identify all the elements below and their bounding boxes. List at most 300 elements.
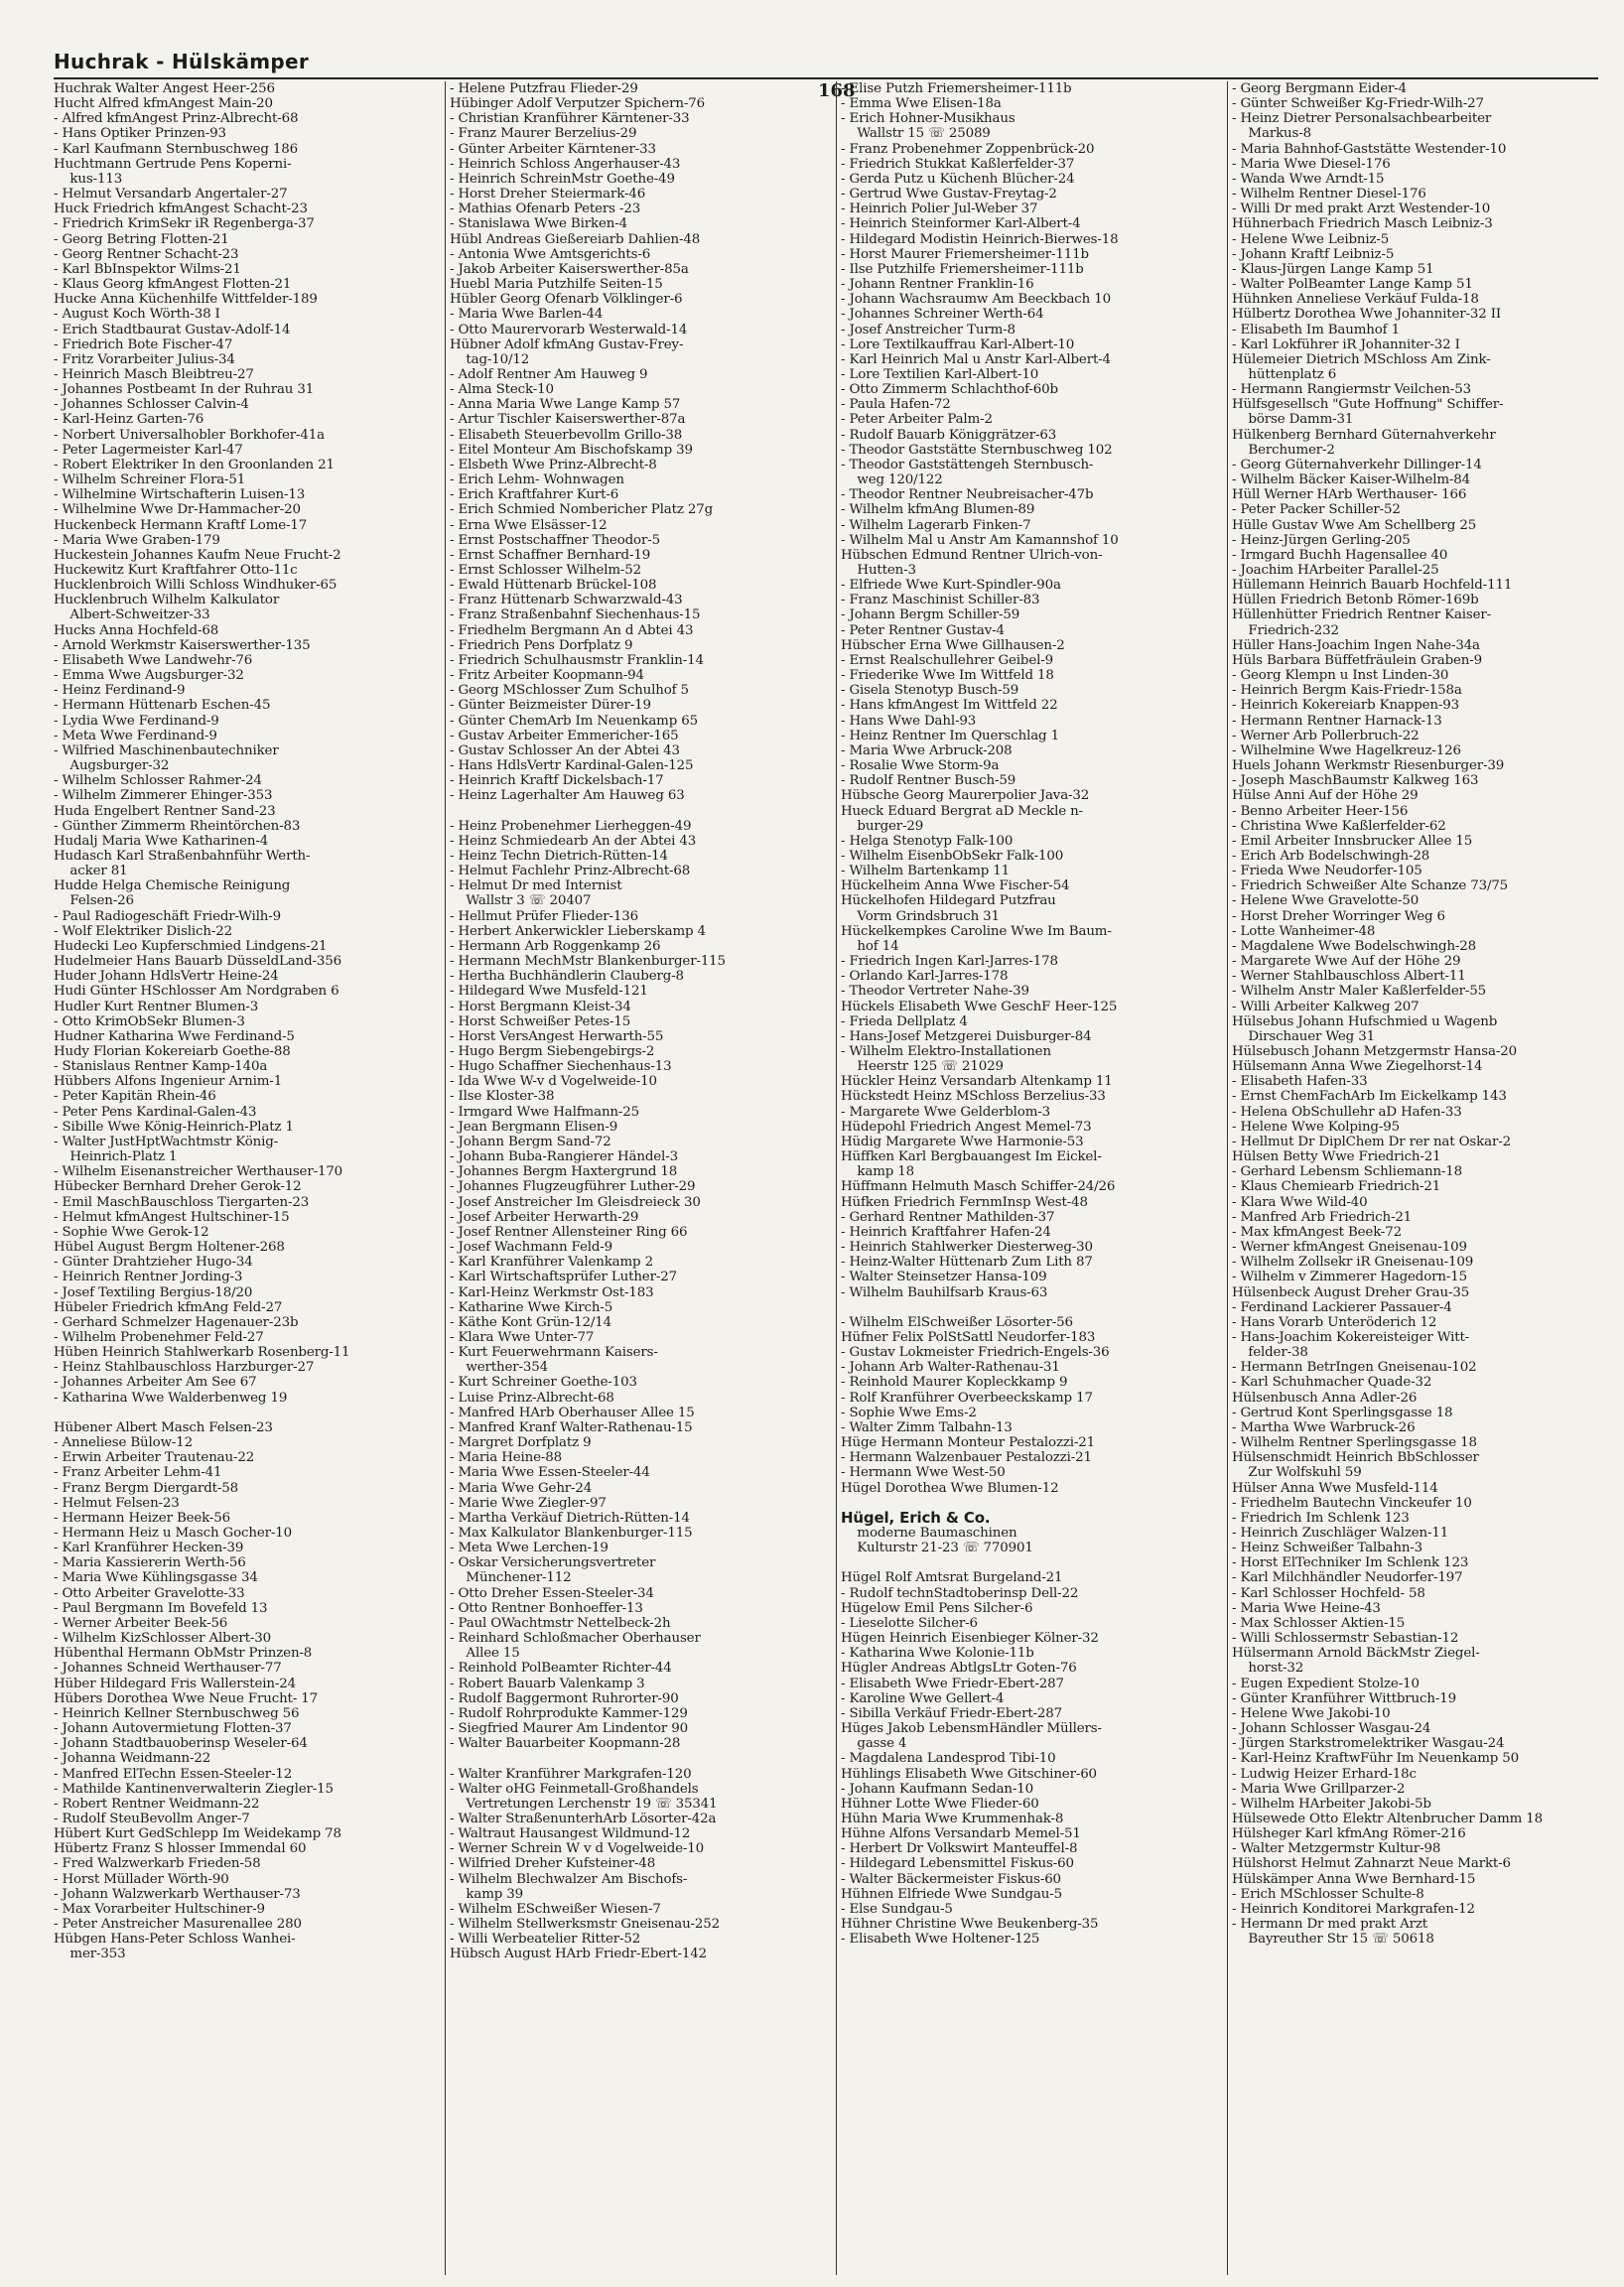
directory-entry-line: - Otto Dreher Essen-Steeler-34: [450, 1585, 654, 1601]
directory-entry-line: - Ernst Realschullehrer Geibel-9: [841, 652, 1054, 668]
directory-column-3: [836, 81, 1216, 2275]
directory-entry-line: - Lotte Wanheimer-48: [1232, 923, 1376, 939]
directory-entry-line: - Heinz Probenehmer Lierheggen-49: [450, 818, 692, 834]
directory-entry-line: - Georg Güternahverkehr Dillinger-14: [1232, 457, 1482, 472]
directory-entry-line: - Heinrich Rentner Jording-3: [54, 1270, 243, 1285]
directory-entry-line: - Heinrich Zuschläger Walzen-11: [1232, 1526, 1449, 1541]
directory-entry-line: - Oskar Versicherungsvertreter: [450, 1555, 656, 1571]
directory-entry-line: - Johann Kraftf Leibniz-5: [1232, 246, 1395, 262]
directory-entry-line: - Robert Elektriker In den Groonlanden 21: [54, 457, 335, 472]
directory-entry-line: - Max Vorarbeiter Hultschiner-9: [54, 1901, 265, 1917]
directory-entry-line: Zur Wolfskuhl 59: [1232, 1465, 1362, 1481]
directory-entry-line: Hüber Hildegard Fris Wallerstein-24: [54, 1676, 296, 1691]
directory-entry-line: - Waltraut Hausangest Wildmund-12: [450, 1826, 691, 1842]
directory-entry-line: Wallstr 15 ☏ 25089: [841, 126, 991, 142]
directory-entry-line: - Friedrich Bote Fischer-47: [54, 336, 233, 352]
directory-entry-line: Hübertz Franz S hlosser Immendal 60: [54, 1841, 307, 1857]
directory-entry-line: - Maria Wwe Graben-179: [54, 532, 220, 548]
directory-entry-line: - Benno Arbeiter Heer-156: [1232, 803, 1409, 819]
directory-entry-line: - Frieda Dellplatz 4: [841, 1013, 968, 1029]
directory-entry-line: - Franz Hüttenarb Schwarzwald-43: [450, 593, 683, 608]
directory-entry-line: - Hugo Bergm Siebengebirgs-2: [450, 1044, 655, 1059]
directory-entry-line: - Max Schlosser Aktien-15: [1232, 1615, 1406, 1631]
directory-entry-line: Friedrich-232: [1232, 622, 1339, 638]
directory-entry-line: - Wilfried Dreher Kufsteiner-48: [450, 1856, 656, 1872]
directory-entry-line: Hübscher Erna Wwe Gillhausen-2: [841, 637, 1065, 653]
directory-entry-line: - Hermann Arb Roggenkamp 26: [450, 938, 661, 954]
directory-entry-line: - Wilhelm Anstr Maler Kaßlerfelder-55: [1232, 984, 1487, 1000]
directory-entry-line: Hülshorst Helmut Zahnarzt Neue Markt-6: [1232, 1856, 1511, 1872]
directory-entry-line: - Helene Wwe Leibniz-5: [1232, 231, 1390, 247]
directory-entry-line: - Wilhelm Zimmerer Ehinger-353: [54, 788, 273, 804]
directory-entry-line: - Theodor Rentner Neubreisacher-47b: [841, 487, 1094, 503]
directory-entry-line: - Hans Optiker Prinzen-93: [54, 126, 226, 142]
directory-entry-line: Hügen Heinrich Eisenbieger Kölner-32: [841, 1631, 1099, 1647]
directory-entry-line: - Wilhelm Zollsekr iR Gneisenau-109: [1232, 1255, 1474, 1271]
directory-entry-line: - Sophie Wwe Gerok-12: [54, 1224, 209, 1240]
directory-entry-line: - Georg Klempn u Inst Linden-30: [1232, 668, 1449, 684]
directory-entry-line: - Wilhelm kfmAng Blumen-89: [841, 502, 1035, 518]
directory-entry-line: - Anneliese Bülow-12: [54, 1435, 194, 1451]
directory-entry-line: - Erwin Arbeiter Trautenau-22: [54, 1450, 255, 1466]
directory-entry-line: Hülsermann Arnold BäckMstr Ziegel-: [1232, 1646, 1480, 1662]
directory-entry-line: - Siegfried Maurer Am Lindentor 90: [450, 1721, 689, 1737]
directory-entry-line: Hübeler Friedrich kfmAng Feld-27: [54, 1299, 283, 1315]
directory-entry-line: - Helene Wwe Gravelotte-50: [1232, 893, 1420, 909]
directory-entry-line: - Emil Arbeiter Innsbrucker Allee 15: [1232, 833, 1473, 849]
directory-entry-line: Hückelhofen Hildegard Putzfrau: [841, 893, 1056, 909]
directory-entry-line: - Elisabeth Im Baumhof 1: [1232, 322, 1400, 337]
directory-entry-line: - Emma Wwe Augsburger-32: [54, 668, 244, 684]
directory-entry-line: - Heinz Stahlbauschloss Harzburger-27: [54, 1360, 315, 1376]
directory-entry-line: - Horst ElTechniker Im Schlenk 123: [1232, 1555, 1469, 1571]
directory-entry-line: Huebl Maria Putzhilfe Seiten-15: [450, 277, 663, 293]
directory-entry-line: - Elisabeth Steuerbevollm Grillo-38: [450, 427, 683, 443]
directory-entry-line: - Hans HdlsVertr Kardinal-Galen-125: [450, 758, 694, 774]
directory-entry-line: - Christina Wwe Kaßlerfelder-62: [1232, 818, 1446, 834]
directory-entry-line: - Hans kfmAngest Im Wittfeld 22: [841, 698, 1058, 714]
directory-entry-line: - Karl BbInspektor Wilms-21: [54, 261, 241, 277]
directory-entry-line: - Max Kalkulator Blankenburger-115: [450, 1526, 693, 1541]
blank-line: [841, 1555, 1216, 1570]
directory-entry-line: - Kurt Schreiner Goethe-103: [450, 1375, 637, 1391]
directory-entry-line: - Horst Müllader Wörth-90: [54, 1871, 229, 1887]
directory-entry-line: - Joseph MaschBaumstr Kalkweg 163: [1232, 773, 1479, 789]
directory-entry-line: - Johann Buba-Rangierer Händel-3: [450, 1149, 678, 1165]
directory-entry-line: - Klara Wwe Unter-77: [450, 1329, 595, 1345]
directory-entry-line: Hügelow Emil Pens Silcher-6: [841, 1600, 1033, 1616]
directory-entry-line: Hüdepohl Friedrich Angest Memel-73: [841, 1119, 1092, 1135]
directory-entry-line: - Erich Kraftfahrer Kurt-6: [450, 487, 619, 503]
directory-entry-line: - Friedrich Stukkat Kaßlerfelder-37: [841, 156, 1075, 172]
directory-entry-line: - Johann Wachsraumw Am Beeckbach 10: [841, 292, 1111, 308]
directory-entry-line: - Friederike Wwe Im Wittfeld 18: [841, 668, 1054, 684]
directory-entry-line: Hülsemann Anna Wwe Ziegelhorst-14: [1232, 1059, 1483, 1075]
directory-entry-line: Hülskämper Anna Wwe Bernhard-15: [1232, 1871, 1476, 1887]
directory-entry-line: - Reinhold Maurer Kopleckkamp 9: [841, 1375, 1068, 1391]
directory-entry-line: Hübler Georg Ofenarb Völklinger-6: [450, 292, 683, 308]
directory-entry-line: - Hermann Rentner Harnack-13: [1232, 713, 1442, 729]
directory-entry-line: - Maria Wwe Gehr-24: [450, 1480, 593, 1496]
directory-entry-line: - Gisela Stenotyp Busch-59: [841, 683, 1019, 699]
directory-entry-line: Heinrich-Platz 1: [54, 1149, 178, 1165]
directory-entry-line: - Maria Heine-88: [450, 1450, 562, 1466]
directory-entry-line: - Erich MSchlosser Schulte-8: [1232, 1886, 1424, 1902]
directory-entry-line: - Willi Dr med prakt Arzt Westender-10: [1232, 202, 1491, 217]
directory-entry-line: - Johann Stadtbauoberinsp Weseler-64: [54, 1736, 308, 1752]
directory-entry-line: Hudy Florian Kokereiarb Goethe-88: [54, 1044, 291, 1059]
directory-entry-line: - Franz Bergm Diergardt-58: [54, 1480, 239, 1496]
directory-entry-line: felder-38: [1232, 1345, 1308, 1361]
directory-entry-line: Hülsenschmidt Heinrich BbSchlosser: [1232, 1450, 1479, 1466]
directory-entry-line: burger-29: [841, 818, 924, 834]
directory-entry-line: Hüllen Friedrich Betonb Römer-169b: [1232, 593, 1479, 608]
directory-entry-line: - Meta Wwe Ferdinand-9: [54, 728, 217, 743]
directory-entry-line: - Ernst Postschaffner Theodor-5: [450, 532, 660, 548]
directory-entry-line: - Marie Wwe Ziegler-97: [450, 1495, 607, 1511]
directory-entry-line: Vertretungen Lerchenstr 19 ☏ 35341: [450, 1796, 718, 1812]
directory-entry-line: Hühnken Anneliese Verkäuf Fulda-18: [1232, 292, 1479, 308]
directory-entry-line: Felsen-26: [54, 893, 134, 909]
directory-entry-line: Kulturstr 21-23 ☏ 770901: [841, 1541, 1033, 1556]
directory-column-4: [1227, 81, 1607, 2275]
directory-entry-line: - Gertrud Wwe Gustav-Freytag-2: [841, 187, 1057, 202]
directory-entry-line: - Josef Anstreicher Turm-8: [841, 322, 1015, 337]
directory-entry-line: - Otto Arbeiter Gravelotte-33: [54, 1585, 245, 1601]
directory-entry-line: Heerstr 125 ☏ 21029: [841, 1059, 1004, 1075]
directory-entry-line: - Günther Zimmerm Rheintörchen-83: [54, 818, 301, 834]
directory-entry-line: - Johann Walzwerkarb Werthauser-73: [54, 1886, 301, 1902]
directory-entry-line: - Willi Arbeiter Kalkweg 207: [1232, 999, 1420, 1014]
directory-entry-line: - Johann Rentner Franklin-16: [841, 277, 1034, 293]
directory-entry-line: - Friedhelm Bergmann An d Abtei 43: [450, 622, 694, 638]
directory-entry-line: - Rolf Kranführer Overbeeckskamp 17: [841, 1390, 1093, 1406]
directory-entry-line: - Emil MaschBauschloss Tiergarten-23: [54, 1194, 310, 1210]
directory-entry-line: - Helmut Fachlehr Prinz-Albrecht-68: [450, 864, 691, 879]
directory-entry-line: - Wilhelm v Zimmerer Hagedorn-15: [1232, 1270, 1467, 1285]
directory-entry-line: Hutten-3: [841, 563, 916, 578]
directory-entry-line: - Mathilde Kantinenverwalterin Ziegler-15: [54, 1781, 334, 1797]
directory-entry-line: - Johannes Schlosser Calvin-4: [54, 397, 249, 413]
directory-entry-line: Hudecki Leo Kupferschmied Lindgens-21: [54, 938, 328, 954]
directory-entry-line: - Gustav Lokmeister Friedrich-Engels-36: [841, 1345, 1110, 1361]
directory-entry-line: - Wilfried Maschinenbautechniker: [54, 742, 279, 758]
directory-entry-line: Hückler Heinz Versandarb Altenkamp 11: [841, 1074, 1113, 1090]
directory-entry-line: - Peter Anstreicher Masurenallee 280: [54, 1917, 302, 1933]
directory-entry-line: - Karl-Heinz Werkmstr Ost-183: [450, 1284, 654, 1300]
directory-entry-line: - Otto Rentner Bonhoeffer-13: [450, 1600, 643, 1616]
directory-entry-line: - Klaus-Jürgen Lange Kamp 51: [1232, 261, 1434, 277]
directory-entry-line: Hüffmann Helmuth Masch Schiffer-24/26: [841, 1179, 1116, 1195]
directory-entry-line: - Margarete Wwe Auf der Höhe 29: [1232, 954, 1461, 970]
directory-entry-line: - Karl Milchhändler Neudorfer-197: [1232, 1570, 1463, 1586]
directory-entry-line: - Werner kfmAngest Gneisenau-109: [1232, 1240, 1467, 1256]
directory-entry-line: - Heinrich Konditorei Markgrafen-12: [1232, 1901, 1475, 1917]
directory-entry-line: - Karl Heinrich Mal u Anstr Karl-Albert-4: [841, 351, 1111, 367]
directory-entry-line: Hüdig Margarete Wwe Harmonie-53: [841, 1134, 1084, 1149]
directory-entry-line: - Johannes Schreiner Werth-64: [841, 307, 1044, 323]
directory-entry-line: - Reinhard Schloßmacher Oberhauser: [450, 1631, 701, 1647]
directory-entry-line: - Hans Vorarb Unteröderich 12: [1232, 1314, 1437, 1330]
directory-entry-line: - Orlando Karl-Jarres-178: [841, 969, 1009, 985]
directory-entry-line: acker 81: [54, 864, 128, 879]
directory-entry-line: - Gertrud Kont Sperlingsgasse 18: [1232, 1405, 1453, 1420]
directory-entry-line: - Erich Schmied Nombericher Platz 27g: [450, 502, 714, 518]
directory-entry-line: Hudalj Maria Wwe Katharinen-4: [54, 833, 269, 849]
directory-entry-line: - Heinrich Polier Jul-Weber 37: [841, 202, 1038, 217]
directory-entry-line: Vorm Grindsbruch 31: [841, 908, 1000, 924]
directory-entry-line: - Sophie Wwe Ems-2: [841, 1405, 977, 1420]
directory-entry-line: - Walter Bauarbeiter Koopmann-28: [450, 1736, 681, 1752]
directory-entry-line: - Hermann Rangiermstr Veilchen-53: [1232, 382, 1471, 398]
directory-entry-line: - Karl Kranführer Hecken-39: [54, 1541, 244, 1556]
directory-entry-line: - Wilhelm Schlosser Rahmer-24: [54, 773, 262, 789]
directory-entry-line: weg 120/122: [841, 472, 943, 488]
directory-entry-line: - Hermann Wwe West-50: [841, 1465, 1006, 1481]
directory-entry-line: - Maria Kassiererin Werth-56: [54, 1555, 246, 1571]
directory-entry-line: - Frieda Wwe Neudorfer-105: [1232, 864, 1422, 879]
directory-entry-line: - Maria Wwe Grillparzer-2: [1232, 1781, 1406, 1797]
directory-entry-line: - Wilhelm Rentner Sperlingsgasse 18: [1232, 1435, 1477, 1451]
directory-entry-line: - Georg Rentner Schacht-23: [54, 246, 239, 262]
directory-entry-line: Hülsheger Karl kfmAng Römer-216: [1232, 1826, 1466, 1842]
directory-entry-line: Hülsewede Otto Elektr Altenbrucher Damm 18: [1232, 1811, 1544, 1826]
directory-entry-line: Hudler Kurt Rentner Blumen-3: [54, 999, 259, 1014]
directory-entry-line: - Mathias Ofenarb Peters -23: [450, 202, 641, 217]
directory-entry-line: - Walter StraßenunterhArb Lösorter-42a: [450, 1811, 717, 1826]
directory-entry-line: - Günter Drahtzieher Hugo-34: [54, 1255, 253, 1271]
directory-entry-line: - Franz Probenehmer Zoppenbrück-20: [841, 141, 1095, 157]
directory-entry-line: - Margarete Wwe Gelderblom-3: [841, 1104, 1050, 1120]
directory-entry-line: - Heinrich Bergm Kais-Friedr-158a: [1232, 683, 1462, 699]
directory-entry-line: - Maria Wwe Diesel-176: [1232, 156, 1391, 172]
directory-entry-line: Hucklenbruch Wilhelm Kalkulator: [54, 593, 280, 608]
directory-entry-line: - Wilhelm EisenbObSekr Falk-100: [841, 848, 1064, 864]
directory-entry-line: Hüllenhütter Friedrich Rentner Kaiser-: [1232, 607, 1492, 623]
directory-entry-line: - Gerda Putz u Küchenh Blücher-24: [841, 171, 1075, 187]
directory-entry-line: - Wilhelm Schreiner Flora-51: [54, 472, 246, 488]
directory-entry-line: Hückels Elisabeth Wwe GeschF Heer-125: [841, 999, 1118, 1014]
running-head: Huchrak - Hülskämper: [54, 50, 310, 73]
directory-entry-line: - Hellmut Dr DiplChem Dr rer nat Oskar-2: [1232, 1134, 1511, 1149]
directory-entry-line: - Magdalene Wwe Bodelschwingh-28: [1232, 938, 1477, 954]
directory-entry-line: - Josef Rentner Allensteiner Ring 66: [450, 1224, 688, 1240]
directory-entry-line: Huels Johann Werkmstr Riesenburger-39: [1232, 758, 1505, 774]
directory-entry-line: - Helga Stenotyp Falk-100: [841, 833, 1014, 849]
directory-entry-line: - Meta Wwe Lerchen-19: [450, 1541, 609, 1556]
directory-entry-line: - Johann Kaufmann Sedan-10: [841, 1781, 1034, 1797]
directory-entry-line: - Heinz-Jürgen Gerling-205: [1232, 532, 1411, 548]
directory-entry-line: - Magdalena Landesprod Tibi-10: [841, 1751, 1056, 1767]
directory-entry-line: Huda Engelbert Rentner Sand-23: [54, 803, 276, 819]
directory-entry-line: - Wilhelm Mal u Anstr Am Kamannshof 10: [841, 532, 1119, 548]
directory-entry-line: - Hellmut Prüfer Flieder-136: [450, 908, 639, 924]
directory-entry-line: Hübsch August HArb Friedr-Ebert-142: [450, 1947, 707, 1962]
directory-entry-line: - Heinz Ferdinand-9: [54, 683, 186, 699]
directory-entry-line: - Georg Betring Flotten-21: [54, 231, 229, 247]
directory-entry-line: - Georg Bergmann Eider-4: [1232, 81, 1408, 96]
directory-entry-line: - Johannes Schneid Werthauser-77: [54, 1661, 282, 1677]
directory-entry-line: Hüben Heinrich Stahlwerkarb Rosenberg-11: [54, 1345, 350, 1361]
directory-entry-line: Hüges Jakob LebensmHändler Müllers-: [841, 1721, 1102, 1737]
directory-entry-line: Markus-8: [1232, 126, 1311, 142]
firm-heading: Hügel, Erich & Co.: [841, 1508, 991, 1527]
directory-entry-line: Hübner Adolf kfmAng Gustav-Frey-: [450, 336, 684, 352]
directory-entry-line: - Norbert Universalhobler Borkhofer-41a: [54, 427, 325, 443]
directory-entry-line: Albert-Schweitzer-33: [54, 607, 210, 623]
directory-entry-line: Hucht Alfred kfmAngest Main-20: [54, 96, 273, 112]
directory-entry-line: Hülser Anna Wwe Musfeld-114: [1232, 1480, 1438, 1496]
directory-entry-line: - Franz Maschinist Schiller-83: [841, 593, 1040, 608]
directory-entry-line: - Joachim HArbeiter Parallel-25: [1232, 563, 1439, 578]
directory-entry-line: - Fritz Arbeiter Koopmann-94: [450, 668, 644, 684]
directory-entry-line: - Gustav Schlosser An der Abtei 43: [450, 742, 680, 758]
directory-entry-line: - Wilhelm Eisenanstreicher Werthauser-170: [54, 1164, 343, 1180]
directory-entry-line: - Werner Schrein W v d Vogelweide-10: [450, 1841, 705, 1857]
directory-entry-line: - Fritz Vorarbeiter Julius-34: [54, 351, 235, 367]
directory-entry-line: Hüls Barbara Büffetfräulein Graben-9: [1232, 652, 1482, 668]
directory-column-1: [54, 81, 429, 2275]
directory-entry-line: - Peter Rentner Gustav-4: [841, 622, 1005, 638]
directory-entry-line: - Friedrich Pens Dorfplatz 9: [450, 637, 633, 653]
directory-entry-line: Hühner Christine Wwe Beukenberg-35: [841, 1917, 1099, 1933]
directory-entry-line: - Herbert Dr Volkswirt Manteuffel-8: [841, 1841, 1078, 1857]
directory-entry-line: - Günter Schweißer Kg-Friedr-Wilh-27: [1232, 96, 1484, 112]
directory-entry-line: Hudelmeier Hans Bauarb DüsseldLand-356: [54, 954, 341, 970]
directory-entry-line: Hübers Dorothea Wwe Neue Frucht- 17: [54, 1690, 319, 1706]
directory-entry-line: - Franz Maurer Berzelius-29: [450, 126, 637, 142]
directory-entry-line: - Johann Arb Walter-Rathenau-31: [841, 1360, 1060, 1376]
directory-entry-line: Allee 15: [450, 1646, 520, 1662]
directory-entry-line: - Erna Wwe Elsässer-12: [450, 517, 608, 533]
directory-entry-line: - Werner Arb Pollerbruch-22: [1232, 728, 1420, 743]
directory-entry-line: - Otto KrimObSekr Blumen-3: [54, 1013, 245, 1029]
directory-entry-line: - Ilse Putzhilfe Friemersheimer-111b: [841, 261, 1084, 277]
directory-entry-line: - Lydia Wwe Ferdinand-9: [54, 713, 219, 729]
directory-entry-line: Hückelkempkes Caroline Wwe Im Baum-: [841, 923, 1112, 939]
directory-entry-line: - Walter PolBeamter Lange Kamp 51: [1232, 277, 1473, 293]
directory-entry-line: - Erich Hohner-Musikhaus: [841, 111, 1015, 127]
directory-entry-line: werther-354: [450, 1360, 548, 1376]
directory-entry-line: - Rudolf Baggermont Ruhrorter-90: [450, 1690, 679, 1706]
directory-entry-line: - Rudolf Rohrprodukte Kammer-129: [450, 1705, 688, 1721]
directory-entry-line: - Helmut Felsen-23: [54, 1495, 180, 1511]
directory-entry-line: - Arnold Werkmstr Kaiserswerther-135: [54, 637, 311, 653]
directory-entry-line: Hülsen Betty Wwe Friedrich-21: [1232, 1149, 1441, 1165]
directory-entry-line: - Robert Bauarb Valenkamp 3: [450, 1676, 645, 1691]
directory-entry-line: - Jean Bergmann Elisen-9: [450, 1119, 618, 1135]
directory-entry-line: - Adolf Rentner Am Hauweg 9: [450, 366, 648, 382]
directory-entry-line: - Hermann MechMstr Blankenburger-115: [450, 954, 726, 970]
directory-entry-line: - Franz Arbeiter Lehm-41: [54, 1465, 222, 1481]
directory-entry-line: Hülsebusch Johann Metzgermstr Hansa-20: [1232, 1044, 1517, 1059]
directory-entry-line: - Peter Pens Kardinal-Galen-43: [54, 1104, 257, 1120]
directory-entry-line: - Sibilla Verkäuf Friedr-Ebert-287: [841, 1705, 1063, 1721]
directory-entry-line: - Georg MSchlosser Zum Schulhof 5: [450, 683, 689, 699]
directory-entry-line: - Ewald Hüttenarb Brückel-108: [450, 578, 657, 594]
directory-entry-line: - Hermann BetrIngen Gneisenau-102: [1232, 1360, 1477, 1376]
directory-entry-line: - Franz Straßenbahnf Siechenhaus-15: [450, 607, 701, 623]
directory-column-2: [445, 81, 825, 2275]
directory-entry-line: - Erich Stadtbaurat Gustav-Adolf-14: [54, 322, 291, 337]
directory-entry-line: - Walter Metzgermstr Kultur-98: [1232, 1841, 1441, 1857]
directory-entry-line: - Karoline Wwe Gellert-4: [841, 1690, 1005, 1706]
directory-entry-line: - Johann Bergm Sand-72: [450, 1134, 611, 1149]
directory-entry-line: - Hans-Josef Metzgerei Duisburger-84: [841, 1028, 1092, 1044]
directory-entry-line: - Wolf Elektriker Dislich-22: [54, 923, 232, 939]
directory-entry-line: - Hermann Heizer Beek-56: [54, 1510, 231, 1526]
directory-entry-line: börse Damm-31: [1232, 412, 1354, 428]
directory-entry-line: - Karl Kaufmann Sternbuschweg 186: [54, 141, 298, 157]
directory-entry-line: Hühnerbach Friedrich Masch Leibniz-3: [1232, 216, 1493, 232]
directory-entry-line: - Irmgard Wwe Halfmann-25: [450, 1104, 640, 1120]
directory-entry-line: Hucke Anna Küchenhilfe Wittfelder-189: [54, 292, 318, 308]
directory-entry-line: - Helene Putzfrau Flieder-29: [450, 81, 638, 96]
directory-entry-line: - Günter ChemArb Im Neuenkamp 65: [450, 713, 699, 729]
directory-entry-line: - Heinrich Kraftfahrer Hafen-24: [841, 1224, 1051, 1240]
directory-entry-line: mer-353: [54, 1947, 126, 1962]
directory-entry-line: - Elisabeth Wwe Holtener-125: [841, 1932, 1040, 1948]
directory-entry-line: - Hermann Hüttenarb Eschen-45: [54, 698, 271, 714]
directory-entry-line: - Wilhelm ESchweißer Wiesen-7: [450, 1901, 661, 1917]
directory-entry-line: Huchrak Walter Angest Heer-256: [54, 81, 275, 96]
directory-entry-line: - Gustav Arbeiter Emmericher-165: [450, 728, 679, 743]
directory-entry-line: - Gerhard Schmelzer Hagenauer-23b: [54, 1314, 299, 1330]
directory-entry-line: - Heinrich SchreinMstr Goethe-49: [450, 171, 675, 187]
directory-entry-line: - Karl Schlosser Hochfeld- 58: [1232, 1585, 1425, 1601]
directory-entry-line: - Wilhelm Bäcker Kaiser-Wilhelm-84: [1232, 472, 1471, 488]
directory-entry-line: - Ernst Schlosser Wilhelm-52: [450, 563, 642, 578]
directory-entry-line: Hübener Albert Masch Felsen-23: [54, 1419, 273, 1435]
directory-entry-line: - Werner Arbeiter Beek-56: [54, 1615, 228, 1631]
directory-entry-line: - Stanislaus Rentner Kamp-140a: [54, 1059, 268, 1075]
directory-entry-line: Huckestein Johannes Kaufm Neue Frucht-2: [54, 547, 341, 563]
directory-entry-line: - Wilhelmine Wirtschafterin Luisen-13: [54, 487, 306, 503]
directory-entry-line: - Helmut kfmAngest Hultschiner-15: [54, 1209, 290, 1225]
directory-entry-line: - Friedrich Schulhausmstr Franklin-14: [450, 652, 704, 668]
directory-entry-line: Hülsebus Johann Hufschmied u Wagenb: [1232, 1013, 1498, 1029]
directory-entry-line: - Helene Wwe Kolping-95: [1232, 1119, 1400, 1135]
directory-entry-line: Hübschen Edmund Rentner Ulrich-von-: [841, 547, 1103, 563]
blank-line: [841, 1300, 1216, 1315]
directory-entry-line: - Johanna Weidmann-22: [54, 1751, 211, 1767]
directory-entry-line: Hügel Dorothea Wwe Blumen-12: [841, 1480, 1059, 1496]
directory-entry-line: - Johannes Arbeiter Am See 67: [54, 1375, 257, 1391]
directory-entry-line: Hülse Anni Auf der Höhe 29: [1232, 788, 1419, 804]
directory-entry-line: - Rosalie Wwe Storm-9a: [841, 758, 1000, 774]
directory-entry-line: - Irmgard Buchh Hagensallee 40: [1232, 547, 1448, 563]
directory-entry-line: - Ludwig Heizer Erhard-18c: [1232, 1766, 1417, 1782]
directory-entry-line: - Else Sundgau-5: [841, 1901, 953, 1917]
directory-entry-line: - Heinz Lagerhalter Am Hauweg 63: [450, 788, 685, 804]
directory-entry-line: - Karl Kranführer Valenkamp 2: [450, 1255, 653, 1271]
directory-entry-line: moderne Baumaschinen: [841, 1526, 1017, 1541]
directory-entry-line: Huckenbeck Hermann Kraftf Lome-17: [54, 517, 308, 533]
directory-entry-line: - Hugo Schaffner Siechenhaus-13: [450, 1059, 672, 1075]
directory-entry-line: - Wilhelm Bauhilfsarb Kraus-63: [841, 1284, 1048, 1300]
directory-entry-line: Hüllemann Heinrich Bauarb Hochfeld-111: [1232, 578, 1513, 594]
directory-entry-line: - Heinrich Kokereiarb Knappen-93: [1232, 698, 1459, 714]
directory-entry-line: - Johannes Postbeamt In der Ruhrau 31: [54, 382, 315, 398]
directory-entry-line: Hübbers Alfons Ingenieur Arnim-1: [54, 1074, 283, 1090]
directory-entry-line: - Maria Wwe Heine-43: [1232, 1600, 1381, 1616]
directory-entry-line: - Antonia Wwe Amtsgerichts-6: [450, 246, 651, 262]
directory-entry-line: - Heinz-Walter Hüttenarb Zum Lith 87: [841, 1255, 1093, 1271]
directory-entry-line: - Horst VersAngest Herwarth-55: [450, 1028, 664, 1044]
directory-entry-line: - Herbert Ankerwickler Lieberskamp 4: [450, 923, 706, 939]
directory-entry-line: - Rudolf Rentner Busch-59: [841, 773, 1016, 789]
directory-entry-line: - Otto Zimmerm Schlachthof-60b: [841, 382, 1058, 398]
